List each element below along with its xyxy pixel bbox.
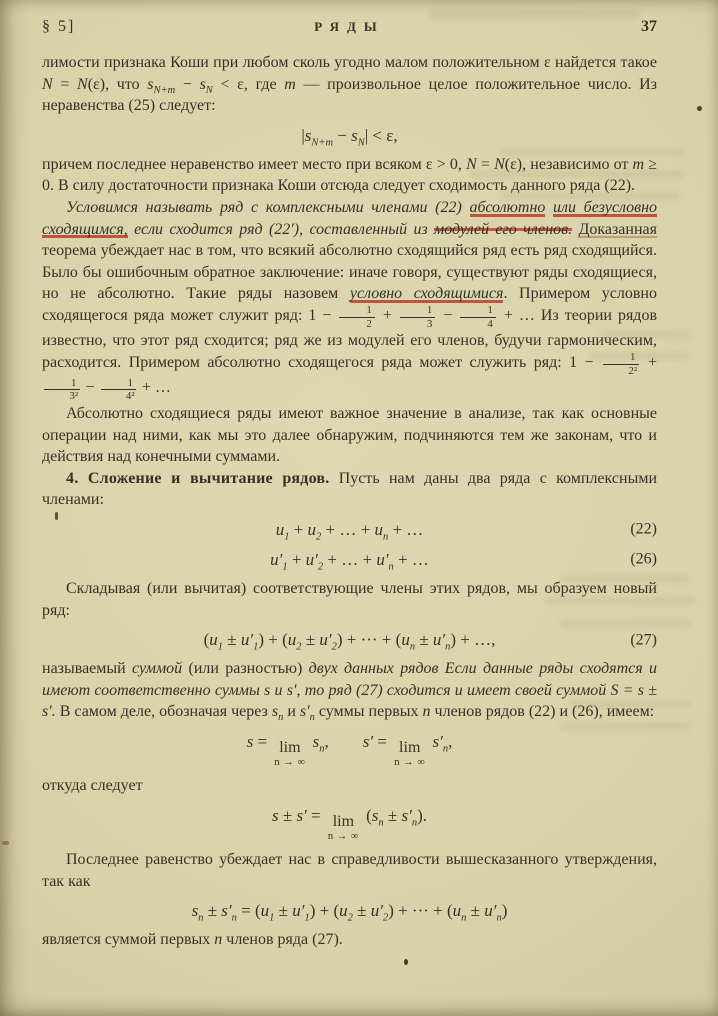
text-run: s′ [362, 731, 374, 751]
text-run: суммы первых [314, 703, 423, 721]
text-run: n [214, 931, 223, 949]
fraction-denominator: 2² [628, 364, 638, 377]
text-run: = [476, 155, 495, 173]
text-run: u [260, 901, 270, 921]
text-run: ± [203, 901, 222, 921]
text-run: s′ [299, 703, 310, 721]
paragraph [42, 849, 657, 892]
text-run: (ε), независимо от [504, 155, 633, 173]
text-run: s′ [432, 731, 443, 751]
limit-under: n → ∞ [394, 756, 426, 768]
text-run: + … + [321, 519, 375, 539]
text-run: < ε, где [212, 75, 285, 93]
page-number: 37 [641, 18, 657, 35]
text-run: − [175, 75, 200, 93]
subscript: 1 [269, 912, 275, 924]
subscript: n [461, 912, 467, 924]
text-run: s [312, 731, 320, 751]
paragraph [42, 197, 657, 403]
text-run: ± [466, 901, 485, 921]
section-label: § 5] [42, 18, 76, 35]
subscript: n [198, 912, 204, 924]
subscript: n [382, 531, 389, 543]
text-run: + … + [323, 549, 377, 569]
display-formula [42, 124, 657, 147]
text-run: Абсолютно сходящиеся ряды имеют важное значение в анализе, так как основные операции над ними, как мы это далее обнаружим, подчиняются тем же законам, что и действия над конечными суммами. [42, 404, 657, 466]
running-title: РЯДЫ [314, 19, 385, 34]
paragraph [42, 658, 657, 723]
text-run: двух данных рядов Если данные ряды сходятся и имеют соответственно суммы s и s′, то ряд (27) сходится и имеет своей суммой S = s ± s′. [42, 660, 658, 721]
equation-number: (26) [630, 550, 657, 568]
formula-body [246, 731, 453, 768]
text-run: N [466, 155, 477, 173]
subscript: n [411, 817, 418, 829]
text-run: | < ε, [364, 125, 398, 145]
text-run: абсолютно [469, 198, 546, 216]
ink-speck [404, 959, 408, 965]
text-run: является суммой первых [42, 931, 215, 949]
subscript: 2 [296, 641, 302, 653]
text-run: теорема убеждает нас в том, что всякий абсолютно сходящийся ряд есть ряд сходящийся. Было бы ошибочным обратное заключение: иначе говоря, существуют ряды сходящиеся, но не абсолютно. Такие ряды назовем [42, 242, 657, 303]
text-run: u′ [319, 630, 332, 650]
display-formula [42, 628, 657, 651]
subscript: 1 [217, 641, 224, 653]
subscript: 2 [316, 531, 322, 543]
paragraph [42, 154, 657, 197]
subscript: 2 [347, 912, 353, 924]
limit-word: lim [332, 812, 355, 830]
text-run: . Примером условно сходящегося ряда может служит ряд: 1 − [42, 285, 657, 324]
text-run: членов рядов (22) и (26), имеем: [430, 703, 655, 721]
text-run: ) + ( [309, 901, 340, 921]
text-run: причем последнее неравенство имеет место при всяком ε > 0, [42, 155, 467, 173]
fraction [603, 352, 639, 377]
text-run: ≥ 0. В силу достаточности признака Коши отсюда следует сходимость данного ряда (22). [42, 155, 658, 195]
limit-operator [274, 740, 305, 769]
text-run: ) [501, 901, 508, 921]
text-run: N [42, 75, 53, 93]
text-run: условно сходящимися [349, 285, 504, 303]
subscript: n [319, 743, 325, 755]
running-header [42, 18, 657, 36]
text-run: s [351, 125, 358, 145]
text-run: u′ [292, 901, 305, 921]
text-run: s [147, 75, 154, 93]
text-run: m [284, 75, 296, 93]
text-run: + [640, 354, 657, 371]
subscript: 2 [382, 912, 389, 924]
text-run: откуда следует [42, 777, 143, 795]
fraction-denominator: 2 [366, 317, 372, 330]
text-run: = ( [236, 901, 261, 921]
formula-body [203, 630, 496, 653]
text-run: ± [383, 805, 402, 825]
subscript: 1 [282, 561, 288, 573]
text-run: s [199, 75, 206, 93]
subscript: N [205, 84, 213, 96]
text-run: + [287, 549, 306, 569]
text-run: s [271, 805, 279, 825]
text-run [545, 199, 553, 216]
text-run: + … [393, 549, 429, 569]
subscript: n [278, 712, 284, 724]
text-run: u′ [270, 549, 283, 569]
text-run: и [283, 703, 300, 721]
text-run: Условимся называть ряд с комплексными членами (22) [66, 198, 470, 216]
text-run: (или разностью) [182, 660, 309, 678]
text-run: + [289, 519, 308, 539]
display-formula [42, 804, 657, 842]
formula-body [275, 519, 424, 543]
text-run: называемый [42, 660, 133, 678]
text-run: = [52, 75, 78, 93]
text-run: + … [138, 379, 172, 397]
text-run: u′ [240, 630, 254, 650]
text-run: u′ [370, 901, 383, 921]
text-run: u [287, 630, 297, 650]
paragraph [42, 468, 657, 511]
subscript: n [309, 712, 315, 724]
text-run: если сходится ряд (22′), составленный из [127, 220, 435, 238]
text-run: u [452, 901, 462, 921]
text-run: N [494, 155, 505, 173]
text-run: u′ [376, 549, 389, 569]
fraction-numerator: 1 [400, 305, 436, 318]
text-run: Складывая (или вычитая) соответствующие члены этих рядов, мы образуем новый ряд: [42, 579, 657, 619]
text-run: − [81, 379, 99, 397]
subscript: 1 [304, 912, 310, 924]
paragraph [42, 775, 657, 797]
display-formula [42, 899, 657, 922]
text-run: s [191, 901, 199, 921]
fraction [101, 378, 137, 403]
paragraph [42, 52, 657, 117]
text-run: ) + ··· + ( [388, 901, 453, 921]
fraction-numerator: 1 [339, 305, 375, 318]
limit-operator [328, 814, 359, 843]
fraction [339, 305, 375, 330]
text-run: s [304, 125, 312, 145]
subscript: 1 [253, 641, 259, 653]
text-run: u [374, 519, 383, 539]
text-run: s′ [221, 901, 232, 921]
text-run: лимости признака Коши при любом сколь угодно малом положительном ε найдется такое [42, 54, 657, 71]
text-run: | [301, 125, 305, 145]
text-run: s′ [401, 805, 412, 825]
text-run: , [324, 731, 329, 751]
limit-under: n → ∞ [327, 830, 359, 842]
fraction-numerator: 1 [603, 352, 639, 365]
text-run: = [373, 731, 392, 751]
display-formula [42, 548, 657, 571]
text-run: s′ [296, 805, 307, 825]
text-run: − [333, 125, 352, 145]
text-run: 4. Сложение и вычитание рядов. [66, 469, 330, 487]
limit-under: n → ∞ [274, 756, 306, 768]
text-run: n [422, 703, 431, 721]
paragraph [42, 403, 657, 468]
subscript: N+m [311, 137, 334, 149]
fraction-denominator: 3 [426, 317, 433, 330]
text-run: — произвольное целое положительное число. Из неравенства (25) следует: [42, 75, 658, 115]
limit-word: lim [279, 738, 301, 756]
text-run: + … Из теории рядов известно, что этот ряд сходится; ряд же из модулей его членов, будучи гармоническим, расходится. Примером абсолютно сходящегося ряда может служить ряд: 1 − [42, 306, 657, 371]
fraction [460, 305, 496, 330]
text-run: ) + ( [258, 630, 288, 650]
fraction [44, 378, 80, 403]
text-run: = [253, 731, 272, 751]
formula-body [270, 549, 429, 573]
text-run: ± [274, 901, 293, 921]
subscript: n [496, 912, 502, 924]
text-run: суммой [132, 660, 183, 678]
subscript: n [445, 641, 451, 653]
text-run: членов ряда (27). [222, 931, 343, 949]
text-run: u [401, 630, 410, 650]
subscript: N+m [153, 84, 176, 96]
text-run: m [632, 155, 645, 173]
text-run: ). [417, 805, 428, 825]
text-run: u′ [305, 549, 318, 569]
text-run: + … [388, 519, 424, 539]
text-run: u′ [484, 901, 497, 921]
text-run: u [275, 519, 285, 539]
fraction-denominator: 4 [487, 317, 493, 330]
text-run: = [306, 805, 325, 825]
subscript: N [357, 137, 365, 149]
text-run: ± [301, 630, 320, 650]
equation-number: (27) [630, 631, 657, 649]
text-run: ± [278, 805, 297, 825]
text-run: или безусловно сходящимся, [42, 198, 658, 238]
fraction-numerator: 1 [101, 378, 137, 391]
display-formula [42, 730, 657, 768]
subscript: n [231, 912, 237, 924]
paragraph [42, 929, 657, 951]
limit-operator [394, 740, 425, 769]
text-run: u [339, 901, 348, 921]
formula-body [301, 125, 398, 149]
fraction-numerator: 1 [460, 305, 496, 318]
subscript: n [442, 743, 449, 755]
subscript: n [409, 641, 416, 653]
text-run: N [77, 75, 88, 93]
text-run: + [376, 306, 398, 324]
formula-body [271, 805, 428, 842]
fraction-denominator: 3² [69, 390, 79, 403]
fraction [400, 305, 436, 330]
page-body [42, 52, 657, 951]
text-run: Пусть нам даны два ряда с комплексными членами: [42, 469, 657, 509]
subscript: n [388, 561, 394, 573]
text-run: ) + ··· + ( [336, 630, 402, 650]
text-run: u [209, 630, 218, 650]
limit-word: lim [399, 738, 421, 756]
text-run: В самом деле, обозначая через [55, 703, 272, 721]
text-run: ± [352, 901, 371, 921]
text-run: , [448, 731, 453, 751]
subscript: 2 [317, 561, 324, 573]
text-run: s [371, 805, 379, 825]
fraction-numerator: 1 [44, 378, 80, 391]
text-run: Последнее равенство убеждает нас в справедливости вышесказанного утверждения, так как [42, 851, 657, 890]
text-run: u′ [432, 630, 446, 650]
text-run: ( [361, 805, 372, 825]
formula-body [191, 901, 508, 924]
text-run: u [307, 519, 317, 539]
subscript: 2 [331, 641, 337, 653]
text-run: ± [415, 630, 433, 650]
text-run: Доказанная [578, 220, 657, 238]
equation-number: (22) [630, 520, 657, 538]
fraction-denominator: 4² [125, 390, 135, 403]
paragraph [42, 578, 657, 621]
display-formula [42, 518, 657, 541]
subscript: 1 [284, 531, 290, 543]
text-run: − [437, 306, 459, 324]
text-run: модулей его членов. [434, 220, 573, 238]
text-run: ( [203, 630, 210, 650]
text-run: ) + …, [450, 630, 496, 650]
text-run: (ε), что [87, 75, 148, 93]
text-run: ± [223, 630, 241, 650]
subscript: n [378, 817, 384, 829]
text-run: s [246, 731, 254, 751]
text-run: s [271, 703, 279, 721]
